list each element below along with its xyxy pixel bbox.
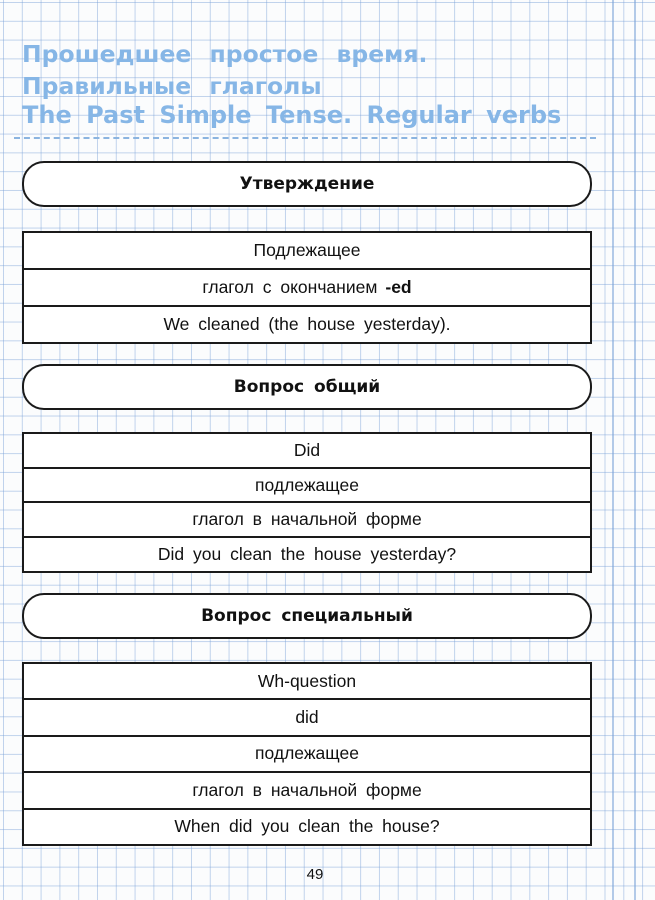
general-question-table: [22, 432, 592, 573]
row-text: did: [295, 707, 319, 728]
title-divider: [14, 137, 596, 139]
special-question-table: [22, 662, 592, 846]
table-row: [24, 434, 590, 469]
section-heading-general-question: Вопрос общий: [22, 364, 592, 410]
grid-margin-line: [634, 0, 636, 900]
row-text: глагол в начальной форме: [192, 779, 422, 800]
ed-suffix: -ed: [385, 277, 412, 297]
table-row: [24, 664, 590, 700]
section-heading-special-question: Вопрос специальный: [22, 593, 592, 639]
page-number: 49: [306, 866, 324, 883]
title-line-2: Правильные глаголы: [22, 72, 322, 100]
table-row: [24, 503, 590, 538]
affirmative-table: [22, 231, 592, 344]
row-text: подлежащее: [255, 474, 359, 495]
grid-margin-line: [612, 0, 614, 900]
title-line-3: The Past Simple Tense. Regular verbs: [22, 101, 562, 129]
section-heading-affirmative: Утверждение: [22, 161, 592, 207]
row-text: Подлежащее: [253, 240, 361, 260]
table-row: [24, 700, 590, 736]
table-row: [24, 469, 590, 504]
table-row-verb: [24, 270, 590, 307]
row-text: We cleaned (the house yesterday).: [163, 314, 451, 334]
title-line-1: Прошедшее простое время.: [22, 40, 428, 68]
table-row: [24, 810, 590, 846]
table-row: [24, 737, 590, 773]
table-row: [24, 538, 590, 573]
row-text: Wh-question: [257, 670, 357, 691]
row-text: Did you clean the house yesterday?: [157, 543, 457, 564]
table-row-example: [24, 307, 590, 344]
row-text: глагол с окончанием: [202, 277, 378, 297]
row-text: глагол в начальной форме: [192, 509, 422, 530]
table-row: [24, 773, 590, 809]
row-text: Did: [293, 439, 321, 460]
row-text: подлежащее: [255, 743, 359, 764]
table-row-subject: [24, 233, 590, 270]
row-text: When did you clean the house?: [174, 816, 440, 837]
